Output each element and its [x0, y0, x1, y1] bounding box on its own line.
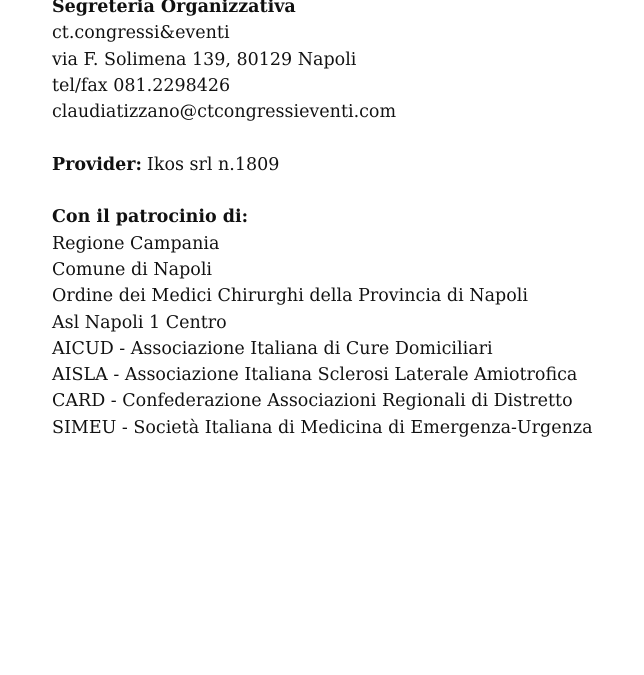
secretariat-address: via F. Solimena 139, 80129 Napoli [52, 49, 357, 70]
patronage-item: AICUD - Associazione Italiana di Cure Domiciliari [52, 338, 493, 359]
provider-line [52, 152, 632, 178]
patronage-item: AISLA - Associazione Italiana Sclerosi Laterale Amiotrofica [52, 365, 578, 386]
patronage-heading: Con il patrocinio di: [52, 207, 249, 228]
patronage-item: Regione Campania [52, 233, 220, 254]
section-spacer [52, 125, 632, 151]
patronage-item: Ordine dei Medici Chirurghi della Provincia di Napoli [52, 286, 528, 307]
patronage-item: Comune di Napoli [52, 259, 213, 280]
patronage-item: SIMEU - Società Italiana di Medicina di Emergenza-Urgenza [52, 417, 593, 438]
secretariat-heading: Segreteria Organizzativa [52, 0, 296, 17]
patronage-item: CARD - Confederazione Associazioni Regionali di Distretto [52, 391, 573, 412]
secretariat-email: claudiatizzano@ctcongressieventi.com [52, 102, 397, 123]
section-spacer [52, 178, 632, 204]
patronage-item: Asl Napoli 1 Centro [52, 312, 227, 333]
provider-label: Provider: [52, 154, 142, 175]
secretariat-phone: tel/fax 081.2298426 [52, 75, 231, 96]
provider-value: Ikos srl n.1809 [146, 154, 280, 175]
secretariat-company: ct.congressi&eventi [52, 23, 230, 44]
document-body [52, 0, 632, 441]
